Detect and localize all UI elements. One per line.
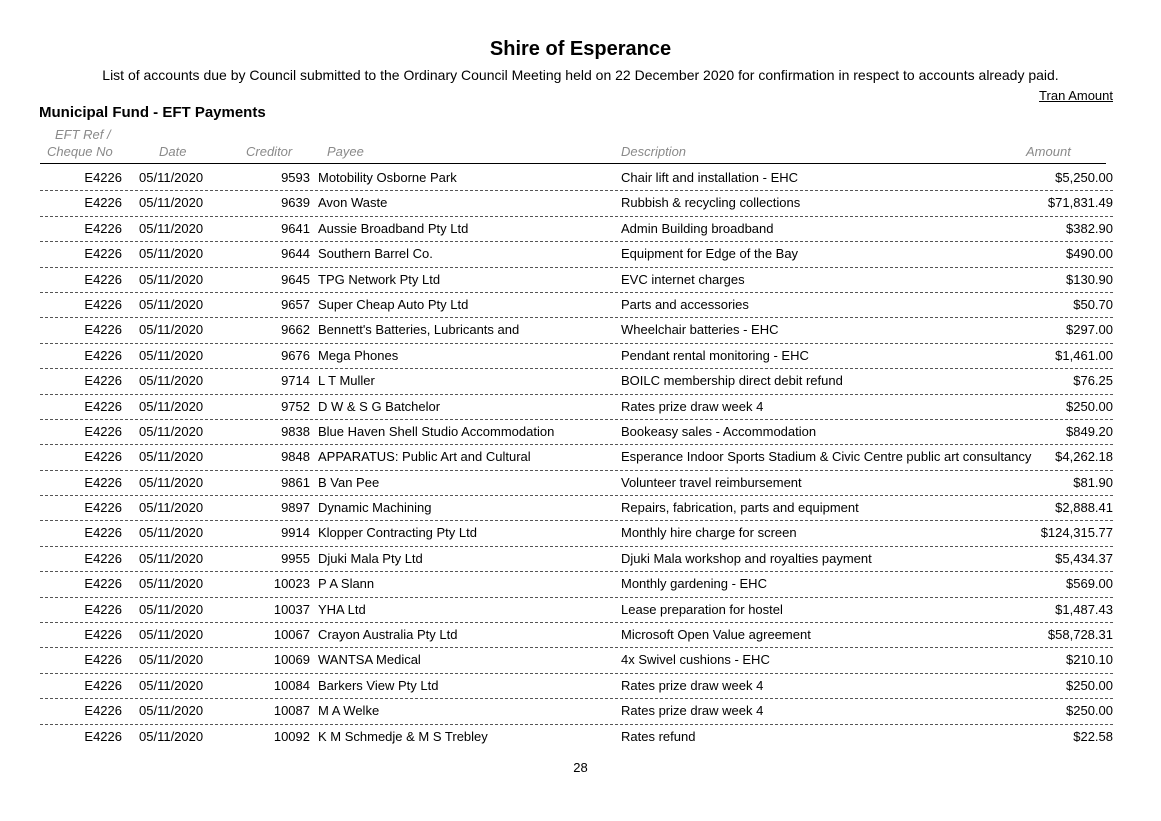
header-ref-line2: Cheque No <box>47 144 113 159</box>
row-amount: $1,487.43 <box>1055 601 1113 617</box>
table-row <box>0 674 1161 699</box>
row-amount: $50.70 <box>1073 296 1113 312</box>
row-payee: Bennett's Batteries, Lubricants and <box>318 322 520 338</box>
header-creditor: Creditor <box>246 144 293 159</box>
row-date: 05/11/2020 <box>139 601 204 617</box>
table-row <box>0 725 1161 750</box>
row-payee: Southern Barrel Co. <box>318 246 433 262</box>
row-creditor: 9752 <box>281 398 310 414</box>
row-description: Parts and accessories <box>621 296 749 312</box>
row-payee: B Van Pee <box>318 474 380 490</box>
row-date: 05/11/2020 <box>139 296 204 312</box>
table-row <box>0 521 1161 546</box>
row-creditor: 9838 <box>281 423 310 439</box>
row-ref: E4226 <box>84 652 122 668</box>
section-title: Municipal Fund - EFT Payments <box>39 104 266 121</box>
row-description: Volunteer travel reimbursement <box>621 474 802 490</box>
table-row <box>0 445 1161 470</box>
row-ref: E4226 <box>84 703 122 719</box>
row-ref: E4226 <box>84 195 122 211</box>
row-creditor: 10087 <box>273 703 310 719</box>
row-ref: E4226 <box>84 373 122 389</box>
row-ref: E4226 <box>84 500 122 516</box>
row-creditor: 10037 <box>273 601 310 617</box>
row-creditor: 9676 <box>281 347 310 363</box>
row-payee: YHA Ltd <box>318 601 366 617</box>
row-date: 05/11/2020 <box>139 525 204 541</box>
table-row <box>0 395 1161 420</box>
table-row <box>0 242 1161 267</box>
row-payee: TPG Network Pty Ltd <box>318 271 441 287</box>
table-row <box>0 344 1161 369</box>
row-payee: D W & S G Batchelor <box>318 398 441 414</box>
header-ref-line1: EFT Ref / <box>55 127 111 142</box>
row-date: 05/11/2020 <box>139 703 204 719</box>
header-amount: Amount <box>1026 144 1071 159</box>
row-ref: E4226 <box>84 423 122 439</box>
row-creditor: 9645 <box>281 271 310 287</box>
table-row <box>0 217 1161 242</box>
row-description: Rates prize draw week 4 <box>621 677 764 693</box>
row-payee: P A Slann <box>318 576 375 592</box>
row-date: 05/11/2020 <box>139 576 204 592</box>
row-creditor: 9593 <box>281 170 310 185</box>
row-ref: E4226 <box>84 170 122 185</box>
row-description: Rates refund <box>621 728 696 744</box>
row-ref: E4226 <box>84 246 122 262</box>
row-date: 05/11/2020 <box>139 347 204 363</box>
row-ref: E4226 <box>84 474 122 490</box>
row-description: Wheelchair batteries - EHC <box>621 322 779 338</box>
row-creditor: 9662 <box>281 322 310 338</box>
row-description: BOILC membership direct debit refund <box>621 373 843 389</box>
row-date: 05/11/2020 <box>139 373 204 389</box>
row-date: 05/11/2020 <box>139 220 204 236</box>
row-description: Microsoft Open Value agreement <box>621 627 811 643</box>
row-payee: Motobility Osborne Park <box>318 170 457 185</box>
row-ref: E4226 <box>84 322 122 338</box>
row-amount: $849.20 <box>1066 423 1113 439</box>
row-description: Repairs, fabrication, parts and equipment <box>621 500 859 516</box>
row-ref: E4226 <box>84 677 122 693</box>
row-date: 05/11/2020 <box>139 246 204 262</box>
row-creditor: 9714 <box>281 373 310 389</box>
table-row <box>0 293 1161 318</box>
row-date: 05/11/2020 <box>139 474 204 490</box>
row-creditor: 9897 <box>281 500 310 516</box>
row-amount: $490.00 <box>1066 246 1113 262</box>
table-row <box>0 318 1161 343</box>
row-ref: E4226 <box>84 398 122 414</box>
row-payee: Super Cheap Auto Pty Ltd <box>318 296 469 312</box>
page-number: 28 <box>573 760 588 775</box>
row-amount: $124,315.77 <box>1040 525 1113 541</box>
table-row <box>0 623 1161 648</box>
row-description: Esperance Indoor Sports Stadium & Civic Centre public art consultancy <box>621 449 1032 465</box>
document-title: Shire of Esperance <box>489 38 672 60</box>
row-description: Rubbish & recycling collections <box>621 195 801 211</box>
row-description: Pendant rental monitoring - EHC <box>621 347 809 363</box>
row-ref: E4226 <box>84 220 122 236</box>
row-amount: $22.58 <box>1073 728 1113 744</box>
row-description: Bookeasy sales - Accommodation <box>621 423 817 439</box>
row-payee: Djuki Mala Pty Ltd <box>318 550 423 566</box>
table-row <box>0 369 1161 394</box>
row-date: 05/11/2020 <box>139 322 204 338</box>
row-ref: E4226 <box>84 296 122 312</box>
header-description: Description <box>621 144 687 159</box>
table-row <box>0 547 1161 572</box>
row-payee: Crayon Australia Pty Ltd <box>318 627 458 643</box>
row-ref: E4226 <box>84 550 122 566</box>
row-amount: $130.90 <box>1066 271 1113 287</box>
row-amount: $76.25 <box>1073 373 1113 389</box>
row-description: Lease preparation for hostel <box>621 601 783 617</box>
row-amount: $210.10 <box>1066 652 1113 668</box>
row-description: Rates prize draw week 4 <box>621 703 764 719</box>
row-payee: WANTSA Medical <box>318 652 421 668</box>
table-row <box>0 598 1161 623</box>
row-amount: $297.00 <box>1066 322 1113 338</box>
row-description: EVC internet charges <box>621 271 745 287</box>
row-amount: $58,728.31 <box>1047 627 1113 643</box>
table-row <box>0 268 1161 293</box>
row-creditor: 9639 <box>281 195 310 211</box>
row-payee: Klopper Contracting Pty Ltd <box>318 525 477 541</box>
row-description: Djuki Mala workshop and royalties payment <box>621 550 872 566</box>
document-subtitle: List of accounts due by Council submitted to the Ordinary Council Meeting held on 22 December 2020 for confirmation in respect to accounts already paid. <box>102 67 1059 83</box>
header-date: Date <box>159 144 187 159</box>
row-creditor: 9861 <box>281 474 310 490</box>
row-ref: E4226 <box>84 576 122 592</box>
row-creditor: 10023 <box>273 576 310 592</box>
row-payee: APPARATUS: Public Art and Cultural <box>318 449 531 465</box>
table-row <box>0 496 1161 521</box>
row-date: 05/11/2020 <box>139 500 204 516</box>
header-payee: Payee <box>327 144 364 159</box>
row-payee: K M Schmedje & M S Trebley <box>318 728 488 744</box>
row-date: 05/11/2020 <box>139 195 204 211</box>
row-ref: E4226 <box>84 271 122 287</box>
payments-table <box>0 166 1161 750</box>
row-payee: M A Welke <box>318 703 380 719</box>
table-row <box>0 648 1161 673</box>
row-amount: $5,250.00 <box>1055 170 1113 185</box>
row-creditor: 9955 <box>281 550 310 566</box>
row-payee: Dynamic Machining <box>318 500 432 516</box>
row-description: Rates prize draw week 4 <box>621 398 764 414</box>
row-amount: $250.00 <box>1066 703 1113 719</box>
row-description: Admin Building broadband <box>621 220 774 236</box>
row-amount: $250.00 <box>1066 677 1113 693</box>
row-description: Monthly hire charge for screen <box>621 525 797 541</box>
row-ref: E4226 <box>84 627 122 643</box>
tran-amount-label: Tran Amount <box>1039 88 1113 103</box>
row-ref: E4226 <box>84 347 122 363</box>
row-payee: Barkers View Pty Ltd <box>318 677 439 693</box>
row-description: Chair lift and installation - EHC <box>621 170 799 185</box>
row-payee: Aussie Broadband Pty Ltd <box>318 220 469 236</box>
row-payee: Blue Haven Shell Studio Accommodation <box>318 423 555 439</box>
row-creditor: 10067 <box>273 627 310 643</box>
header-rule <box>40 163 1106 164</box>
row-description: Monthly gardening - EHC <box>621 576 767 592</box>
row-date: 05/11/2020 <box>139 398 204 414</box>
table-row <box>0 420 1161 445</box>
row-amount: $71,831.49 <box>1047 195 1113 211</box>
row-date: 05/11/2020 <box>139 271 204 287</box>
row-creditor: 9657 <box>281 296 310 312</box>
row-description: Equipment for Edge of the Bay <box>621 246 799 262</box>
row-payee: L T Muller <box>318 373 375 389</box>
row-amount: $2,888.41 <box>1055 500 1113 516</box>
row-creditor: 10092 <box>273 728 310 744</box>
row-amount: $250.00 <box>1066 398 1113 414</box>
row-payee: Mega Phones <box>318 347 399 363</box>
row-creditor: 9644 <box>281 246 310 262</box>
table-row <box>0 191 1161 216</box>
row-amount: $382.90 <box>1066 220 1113 236</box>
row-date: 05/11/2020 <box>139 652 204 668</box>
row-description: 4x Swivel cushions - EHC <box>621 652 770 668</box>
row-amount: $1,461.00 <box>1055 347 1113 363</box>
row-amount: $5,434.37 <box>1055 550 1113 566</box>
table-row <box>0 699 1161 724</box>
row-date: 05/11/2020 <box>139 449 204 465</box>
row-creditor: 9914 <box>281 525 310 541</box>
table-row <box>0 572 1161 597</box>
row-creditor: 9641 <box>281 220 310 236</box>
row-date: 05/11/2020 <box>139 550 204 566</box>
row-ref: E4226 <box>84 525 122 541</box>
row-amount: $81.90 <box>1073 474 1113 490</box>
table-row <box>0 471 1161 496</box>
row-ref: E4226 <box>84 449 122 465</box>
row-ref: E4226 <box>84 728 122 744</box>
row-creditor: 9848 <box>281 449 310 465</box>
row-date: 05/11/2020 <box>139 677 204 693</box>
row-creditor: 10084 <box>273 677 310 693</box>
row-date: 05/11/2020 <box>139 627 204 643</box>
row-date: 05/11/2020 <box>139 728 204 744</box>
row-date: 05/11/2020 <box>139 170 204 185</box>
row-creditor: 10069 <box>273 652 310 668</box>
row-payee: Avon Waste <box>318 195 388 211</box>
table-row <box>0 166 1161 191</box>
row-amount: $569.00 <box>1066 576 1113 592</box>
row-ref: E4226 <box>84 601 122 617</box>
row-amount: $4,262.18 <box>1055 449 1113 465</box>
row-date: 05/11/2020 <box>139 423 204 439</box>
